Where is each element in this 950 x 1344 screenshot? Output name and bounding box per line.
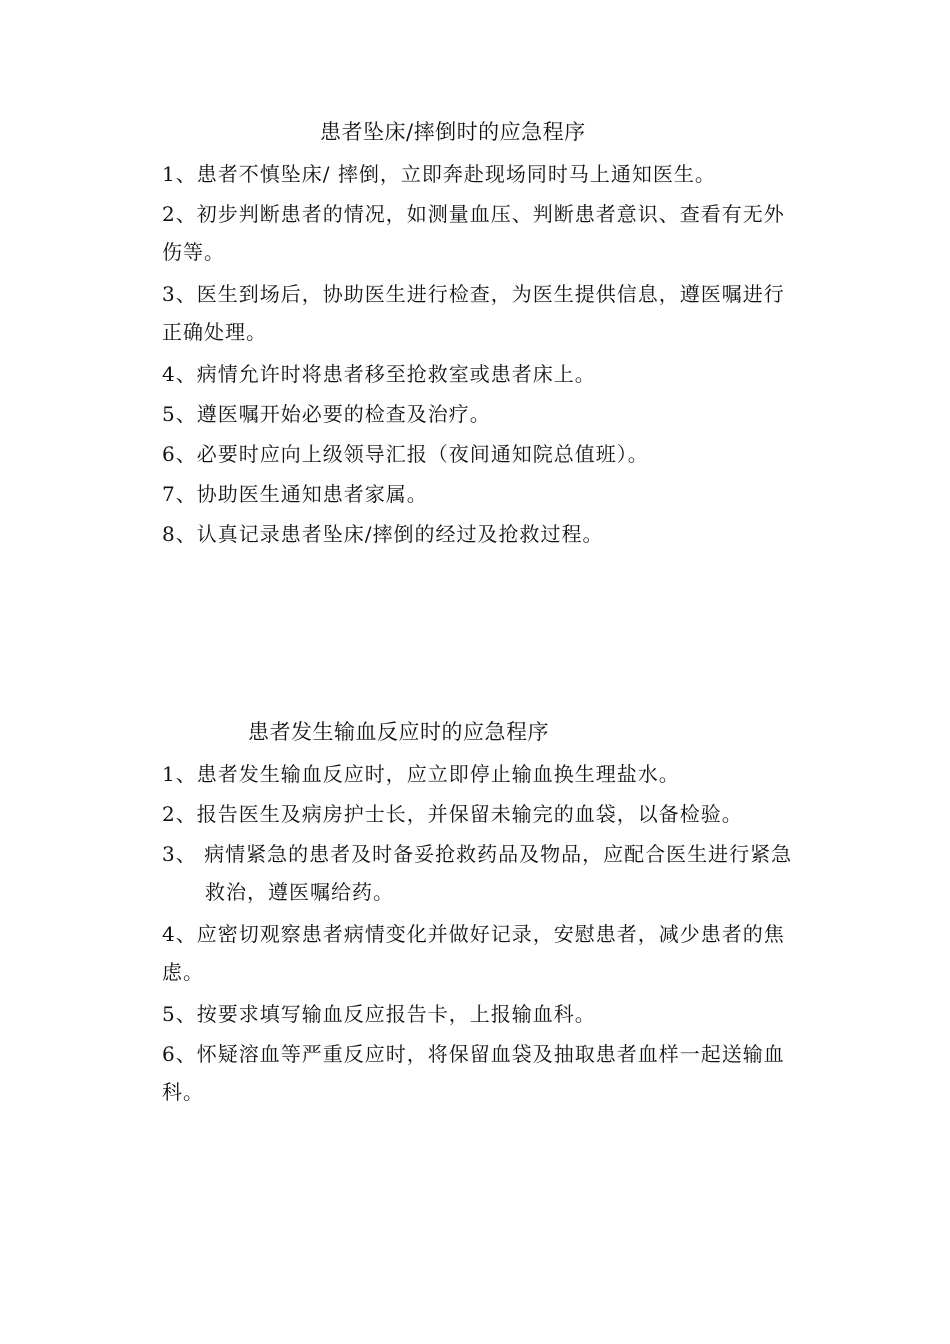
- section1-line-3: 3、医生到场后，协助医生进行检查，为医生提供信息，遵医嘱进行: [162, 282, 785, 306]
- section2-line-5: 5、按要求填写输血反应报告卡，上报输血科。: [162, 1002, 596, 1026]
- section2-line-3-cont: 救治，遵医嘱给药。: [205, 880, 394, 904]
- section1-line-2-cont: 伤等。: [162, 240, 225, 264]
- section1-line-1: 1、患者不慎坠床/ 摔倒，立即奔赴现场同时马上通知医生。: [162, 162, 716, 186]
- section1-line-2: 2、初步判断患者的情况，如测量血压、判断患者意识、查看有无外: [162, 202, 785, 226]
- section2-title: 患者发生输血反应时的应急程序: [248, 720, 549, 744]
- section2-line-4: 4、应密切观察患者病情变化并做好记录，安慰患者，减少患者的焦: [162, 922, 785, 946]
- section1-line-6: 6、必要时应向上级领导汇报（夜间通知院总值班）。: [162, 442, 649, 466]
- section1-line-4: 4、病情允许时将患者移至抢救室或患者床上。: [162, 362, 596, 386]
- section1-line-8: 8、认真记录患者坠床/摔倒的经过及抢救过程。: [162, 522, 604, 546]
- section2-line-2: 2、报告医生及病房护士长，并保留未输完的血袋，以备检验。: [162, 802, 743, 826]
- section1-title: 患者坠床/摔倒时的应急程序: [320, 120, 586, 144]
- section2-line-3: 3、 病情紧急的患者及时备妥抢救药品及物品，应配合医生进行紧急: [162, 842, 793, 866]
- section1-line-7: 7、协助医生通知患者家属。: [162, 482, 428, 506]
- section2-line-4-cont: 虑。: [162, 960, 204, 984]
- section2-line-6-cont: 科。: [162, 1080, 204, 1104]
- section2-line-1: 1、患者发生输血反应时，应立即停止输血换生理盐水。: [162, 762, 680, 786]
- section2-line-6: 6、怀疑溶血等严重反应时，将保留血袋及抽取患者血样一起送输血: [162, 1042, 785, 1066]
- section1-line-3-cont: 正确处理。: [162, 320, 267, 344]
- section1-line-5: 5、遵医嘱开始必要的检查及治疗。: [162, 402, 491, 426]
